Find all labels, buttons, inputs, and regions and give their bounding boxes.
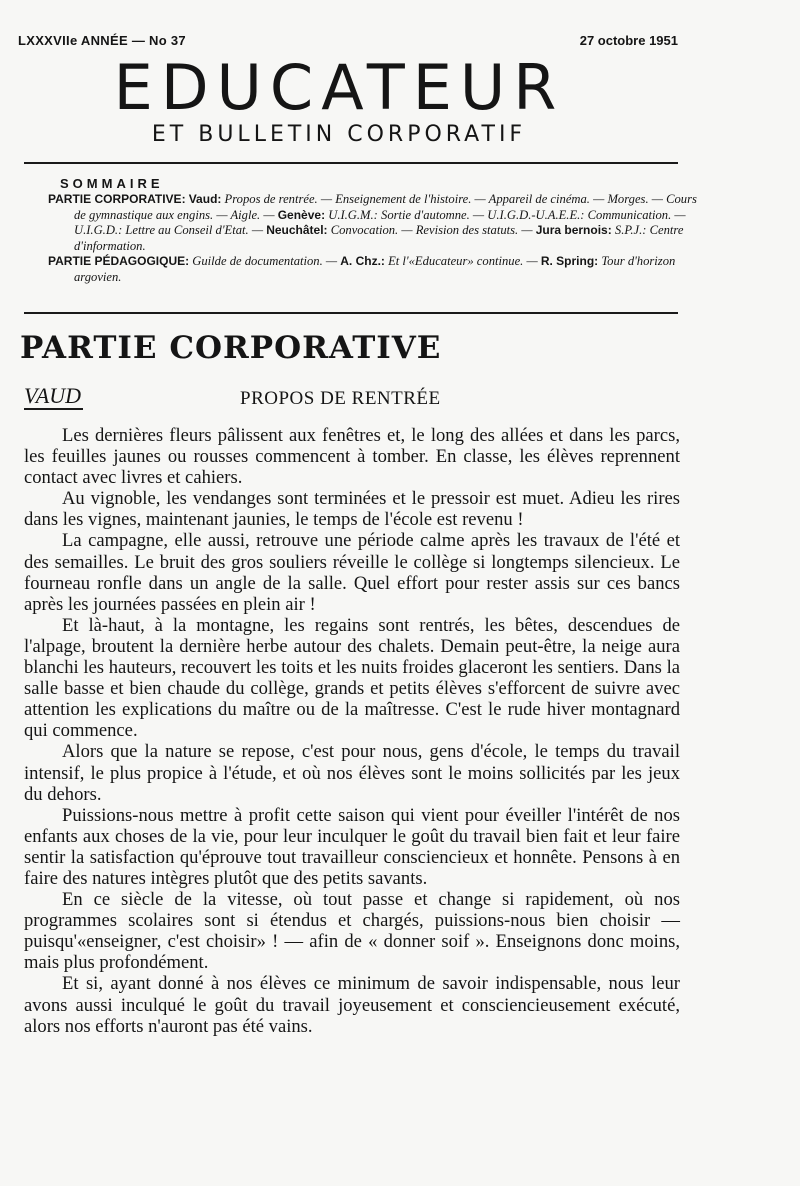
table-of-contents — [22, 192, 708, 286]
masthead-title: EDUCATEUR — [113, 51, 565, 124]
article-paragraph: Et si, ayant donné à nos élèves ce minimum de savoir indispensable, nous leur avons aussi inculqué le goût du travail joyeusement et consciencieusement exécuté, alors nos efforts n'auront pas été vains. — [24, 973, 680, 1037]
toc-canton: Vaud: — [188, 192, 222, 206]
sommaire-title: SOMMAIRE — [60, 176, 164, 191]
toc-entries: Guilde de documentation. — — [192, 254, 338, 269]
toc-partie-corporative — [48, 192, 708, 254]
top-divider — [24, 162, 678, 164]
toc-canton: Genève: — [277, 207, 326, 222]
issue-date: 27 octobre 1951 — [579, 33, 678, 48]
article-paragraph: Puissions-nous mettre à profit cette saison qui vient pour éveiller l'intérêt de nos enfants aux choses de la vie, pour leur inculquer le goût du travail bien fait et leur faire sentir la satisfaction qu'éprouve tout travailleur consciencieux et honnête. Pensons à en faire des natures intègres plutôt que des petits savants. — [24, 804, 680, 889]
toc-label: PARTIE PÉDAGOGIQUE: — [48, 254, 190, 269]
toc-label: PARTIE CORPORATIVE: — [48, 192, 186, 206]
article-paragraph: Au vignoble, les vendanges sont terminées et le pressoir est muet. Adieu les rires dans les vignes, maintenant jaunies, le temps de l'école est revenu ! — [24, 488, 680, 531]
article-title: PROPOS DE RENTRÉE — [240, 388, 441, 409]
toc-entries: S.P.J.: Centre d'information. — [74, 223, 684, 253]
toc-author: A. Chz.: — [340, 254, 385, 269]
issue-volume: LXXXVIIe ANNÉE — No 37 — [18, 33, 186, 48]
article-body — [24, 425, 680, 1037]
toc-partie-pedagogique — [48, 254, 708, 285]
masthead-subtitle: ET BULLETIN CORPORATIF — [151, 122, 527, 147]
toc-author: R. Spring: — [540, 254, 599, 269]
canton-heading: VAUD — [24, 383, 82, 408]
article-paragraph: Les dernières fleurs pâlissent aux fenêtres et, le long des allées et dans les parcs, les feuilles jaunes ou rousses commencent à tomber. En classe, les élèves reprennent contact avec livres et cahiers. — [24, 425, 680, 489]
toc-entries: Et l'«Educateur» continue. — — [388, 254, 538, 269]
toc-entries: Convocation. — Revision des statuts. — — [330, 223, 533, 238]
toc-canton: Jura bernois: — [535, 223, 612, 238]
toc-entries: Propos de rentrée. — Enseignement de l'histoire. — Appareil de cinéma. — Morges. — Cours de gymnastique aux engins. — Aigle. — — [74, 192, 697, 222]
toc-entries: Tour d'horizon argovien. — [74, 254, 676, 284]
article-paragraph: En ce siècle de la vitesse, où tout passe et change si rapidement, où nos programmes scolaires sont si étendus et chargés, puissions-nous bien choisir — puisqu'«enseigner, c'est choisir» ! — afin de « donner soif ». Enseignons donc moins, mais plus profondément. — [24, 889, 680, 974]
article-paragraph: Alors que la nature se repose, c'est pour nous, gens d'école, le temps du travail intensif, le plus propice à l'étude, et où nos élèves sont le moins sollicités par les jeux du dehors. — [24, 741, 680, 805]
article-paragraph: La campagne, elle aussi, retrouve une période calme après les travaux de l'été et des semailles. Le bruit des gros souliers réveille le collège si longtemps silencieux. Le fourneau ronfle dans un angle de la salle. Quel effort pour rester assis sur ces bancs après les journées passées en plein air ! — [24, 530, 680, 615]
toc-canton: Neuchâtel: — [266, 223, 328, 238]
toc-entries: U.I.G.M.: Sortie d'automne. — U.I.G.D.-U.A.E.E.: Communication. — U.I.G.D.: Lettre au Conseil d'Etat. — — [74, 207, 686, 238]
section-heading: PARTIE CORPORATIVE — [20, 330, 442, 366]
toc-divider — [24, 312, 678, 314]
article-paragraph: Et là-haut, à la montagne, les regains sont rentrés, les bêtes, descendues de l'alpage, broutent la dernière herbe autour des chalets. Demain peut-être, la neige aura blanchi les hauteurs, recouvert les toits et les nuits froides glaceront les sentiers. Dans la salle basse et bien chaude du collège, grands et petits élèves s'efforcent de suivre avec attention les explications du maître ou de la maîtresse. C'est le rude hiver montagnard qui commence. — [24, 614, 680, 742]
